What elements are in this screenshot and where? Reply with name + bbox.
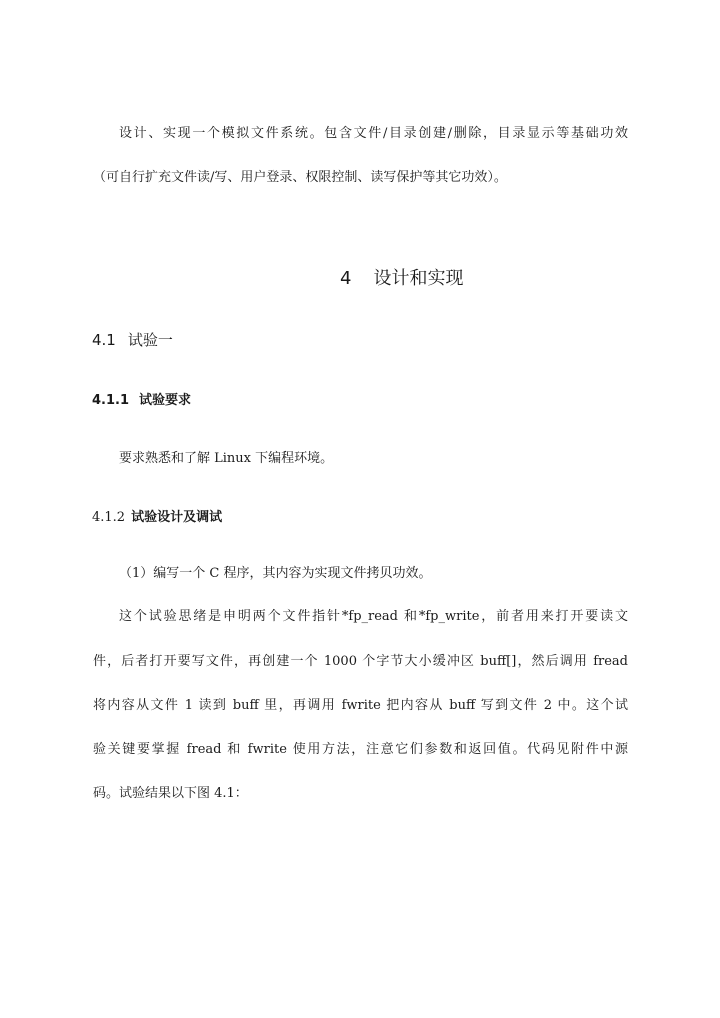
chapter-number: 4: [340, 268, 352, 289]
section-number-4-1-1: 4.1.1: [92, 393, 130, 408]
section-title-4-1-2: 试验设计及调试: [131, 510, 223, 525]
section-heading-4-1-2: [92, 510, 222, 526]
section-number-4-1: 4.1: [92, 331, 116, 349]
paragraph-line-5: 码。试验结果以下图 4.1：: [93, 786, 248, 801]
section-heading-4-1: [92, 331, 173, 349]
paragraph-line-2: 件，后者打开要写文件，再创建一个 1000 个字节大小缓冲区 buff[]，然后调用 fread: [93, 654, 628, 669]
section-title-4-1-1: 试验要求: [139, 393, 192, 408]
intro-line-2: （可自行扩充文件读/写、用户登录、权限控制、读写保护等其它功效）。: [93, 170, 507, 185]
paragraph-line-3: 将内容从文件 1 读到 buff 里，再调用 fwrite 把内容从 buff 写到文件 2 中。这个试: [93, 698, 628, 713]
section-number-4-1-2: 4.1.2: [92, 510, 126, 525]
intro-line-1: 设计、实现一个模拟文件系统。包含文件/目录创建/删除，目录显示等基础功效: [119, 126, 628, 141]
chapter-heading: [340, 268, 463, 290]
chapter-title: 设计和实现: [373, 268, 464, 289]
section-4-1-2-item-1: （1）编写一个 C 程序，其内容为实现文件拷贝功效。: [119, 566, 432, 581]
section-heading-4-1-1: [92, 393, 191, 409]
paragraph-line-4: 验关键要掌握 fread 和 fwrite 使用方法，注意它们参数和返回值。代码见附件中源: [93, 742, 628, 757]
section-title-4-1: 试验一: [127, 331, 173, 349]
paragraph-line-1: 这个试验思绪是申明两个文件指针*fp_read 和*fp_write，前者用来打开要读文: [119, 609, 628, 624]
section-4-1-1-body: 要求熟悉和了解 Linux 下编程环境。: [119, 451, 334, 466]
